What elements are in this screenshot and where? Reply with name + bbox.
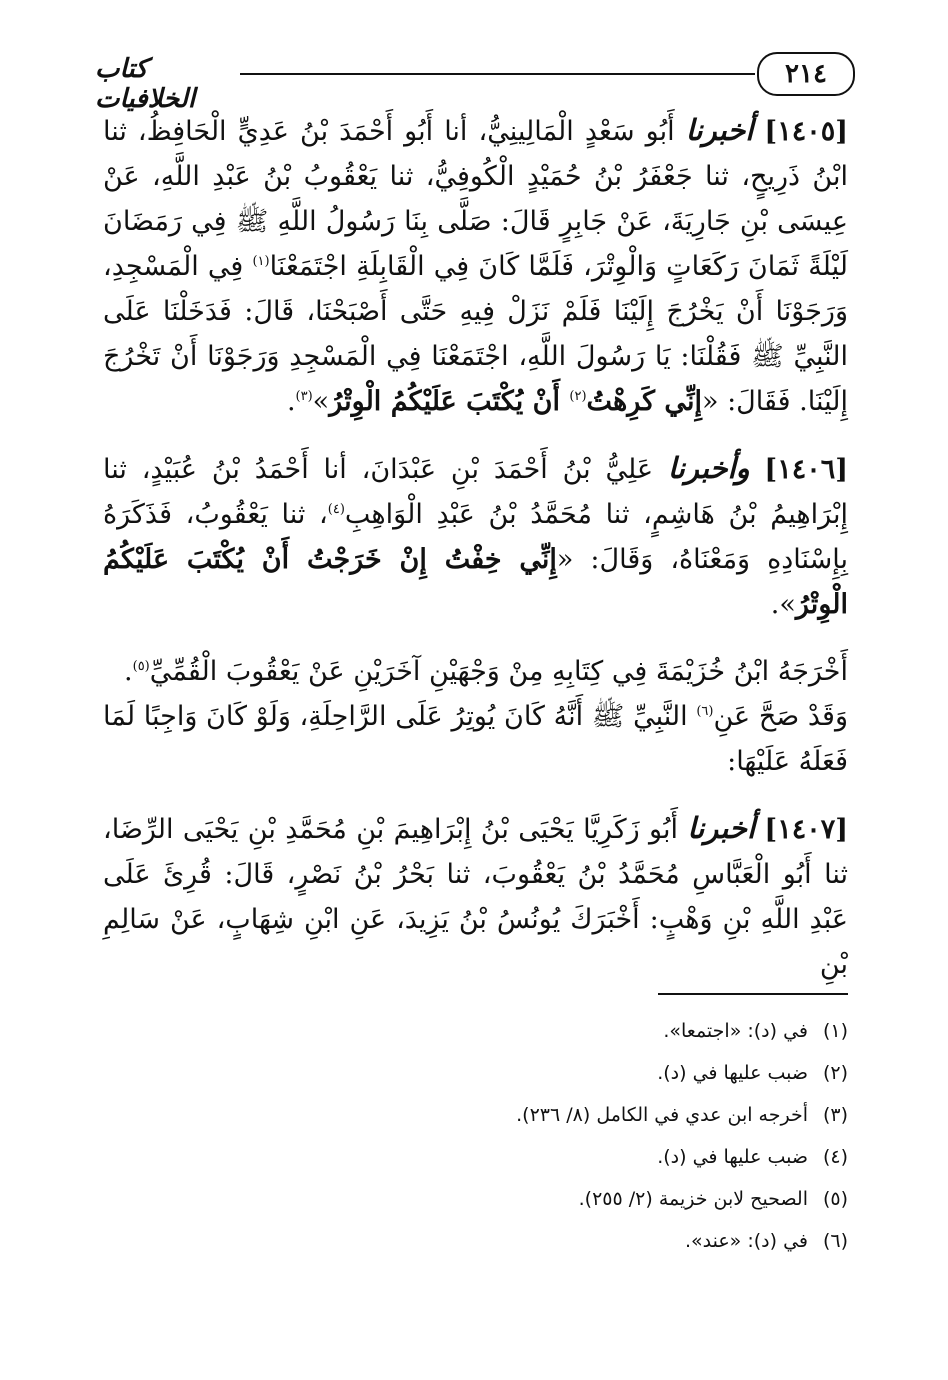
- page-number: ٢١٤: [757, 52, 855, 96]
- commentary-text: وَقَدْ صَحَّ عَنِ: [713, 701, 848, 732]
- hadith-number: [١٤٠٧]: [764, 814, 848, 845]
- quote-close: ».: [770, 589, 796, 620]
- hadith-text-cont: فِي الْمَسْجِدِ، وَرَجَوْنَا أَنْ يَخْرُجَ إِلَيْنَا فَلَمْ نَزَلْ فِيهِ حَتَّى أَصْبَحْنَا، قَالَ: فَدَخَلْنَا عَلَى النَّبِيِّ ﷺ فَقُلْنَا: يَا رَسُولَ اللَّهِ، اجْتَمَعْنَا فِي الْمَسْجِدِ وَرَجَوْنَا أَنْ تَخْرُجَ إِلَيْنَا. فَقَالَ: «: [103, 251, 848, 417]
- footnote-ref: (٥): [132, 659, 150, 674]
- period: .: [124, 656, 133, 687]
- footnote-text: في (د): «اجتمعا».: [663, 1020, 808, 1042]
- footnote-ref: (١): [252, 254, 270, 269]
- paragraph-1406: [103, 446, 848, 627]
- footnote-item: [248, 1062, 848, 1084]
- paragraph-1405: [103, 108, 848, 424]
- footnote-item: [248, 1020, 848, 1042]
- prophetic-quote: إِنِّي كَرِهْتُ: [586, 386, 702, 417]
- lead-word: أخبرنا: [687, 811, 756, 845]
- footnote-number: (٦): [822, 1230, 848, 1252]
- footnote-text: الصحيح لابن خزيمة (٢/ ٢٥٥).: [578, 1188, 808, 1210]
- hadith-text: أَبُو سَعْدٍ الْمَالِينِيُّ، أنا أَبُو أَحْمَدَ بْنُ عَدِيٍّ الْحَافِظُ، ثنا ابْنُ ذَرِيحٍ، ثنا جَعْفَرُ بْنُ حُمَيْدٍ الْكُوفِيُّ، ثنا يَعْقُوبُ بْنُ عَبْدِ اللَّهِ، عَنْ عِيسَى بْنِ جَارِيَةَ، عَنْ جَابِرٍ قَالَ: صَلَّى بِنَا رَسُولُ اللَّهِ ﷺ فِي رَمَضَانَ لَيْلَةً ثَمَانَ رَكَعَاتٍ وَالْوِتْرَ، فَلَمَّا كَانَ فِي الْقَابِلَةِ اجْتَمَعْنَا: [103, 116, 848, 282]
- commentary-text-cont: النَّبِيِّ ﷺ أَنَّهُ كَانَ يُوتِرُ عَلَى الرَّاحِلَةِ، وَلَوْ كَانَ وَاجِبًا لَمَا فَعَلَهُ عَلَيْهَا:: [103, 701, 848, 777]
- paragraph-1407: [103, 806, 848, 987]
- footnote-item: [248, 1104, 848, 1126]
- footnote-ref: (٤): [327, 502, 345, 517]
- footnote-number: (٣): [822, 1104, 848, 1126]
- commentary-witr: [103, 694, 848, 784]
- lead-word: أخبرنا: [685, 113, 754, 147]
- main-text: [103, 108, 848, 1009]
- book-title: كتاب الخلافيات: [95, 54, 196, 114]
- commentary-text: أَخْرَجَهُ ابْنُ خُزَيْمَةَ فِي كِتَابِهِ مِنْ وَجْهَيْنِ آخَرَيْنِ عَنْ يَعْقُوبَ الْقُمِّيِّ: [149, 656, 848, 687]
- footnote-text: ضبب عليها في (د).: [657, 1146, 808, 1168]
- commentary-takhrij: [103, 649, 848, 694]
- hadith-text-cont: ، ثنا يَعْقُوبُ، فَذَكَرَهُ بِإِسْنَادِهِ وَمَعْنَاهُ، وَقَالَ: «: [103, 499, 848, 575]
- hadith-number: [١٤٠٦]: [764, 454, 848, 485]
- hadith-number: [١٤٠٥]: [764, 116, 848, 147]
- footnote-ref: (٢): [569, 389, 587, 404]
- hadith-text: أَبُو زَكَرِيَّا يَحْيَى بْنُ إِبْرَاهِيمَ بْنِ مُحَمَّدِ بْنِ يَحْيَى الرِّضَا، ثنا أَبُو الْعَبَّاسِ مُحَمَّدُ بْنُ يَعْقُوبَ، ثنا بَحْرُ بْنُ نَصْرٍ، قَالَ: قُرِئَ عَلَى عَبْدِ اللَّهِ بْنِ وَهْبٍ: أَخْبَرَكَ يُونُسُ بْنُ يَزِيدَ، عَنِ ابْنِ شِهَابٍ، عَنْ سَالِمِ بْنِ: [103, 814, 848, 980]
- footnote-item: [248, 1188, 848, 1210]
- footnote-number: (٢): [822, 1062, 848, 1084]
- footnote-number: (٥): [822, 1188, 848, 1210]
- period: .: [286, 386, 296, 417]
- footnote-number: (٤): [822, 1146, 848, 1168]
- footnote-ref: (٦): [696, 704, 714, 719]
- footnote-divider: [658, 993, 848, 995]
- footnote-text: أخرجه ابن عدي في الكامل (٨/ ٢٣٦).: [516, 1104, 808, 1126]
- prophetic-quote: إِنِّي خِفْتُ إِنْ خَرَجْتُ أَنْ يُكْتَبَ عَلَيْكُمُ الْوِتْرُ: [103, 544, 848, 620]
- footnote-item: [248, 1146, 848, 1168]
- footnote-text: في (د): «عند».: [684, 1230, 808, 1252]
- page-header: [95, 52, 855, 114]
- footnotes: [248, 1020, 848, 1272]
- hadith-text: عَلِيُّ بْنُ أَحْمَدَ بْنِ عَبْدَانَ، أنا أَحْمَدُ بْنُ عُبَيْدٍ، ثنا إِبْرَاهِيمُ بْنُ هَاشِمٍ، ثنا مُحَمَّدُ بْنُ عَبْدِ الْوَاهِبِ: [103, 454, 848, 530]
- quote-close: »: [312, 386, 330, 417]
- footnote-item: [248, 1230, 848, 1252]
- header-rule: [240, 73, 755, 75]
- footnote-ref: (٣): [295, 389, 313, 404]
- footnote-number: (١): [822, 1020, 848, 1042]
- prophetic-quote-cont: أَنْ يُكْتَبَ عَلَيْكُمُ الْوِتْرُ: [329, 386, 570, 417]
- footnote-text: ضبب عليها في (د).: [657, 1062, 808, 1084]
- lead-word: وأخبرنا: [667, 451, 750, 485]
